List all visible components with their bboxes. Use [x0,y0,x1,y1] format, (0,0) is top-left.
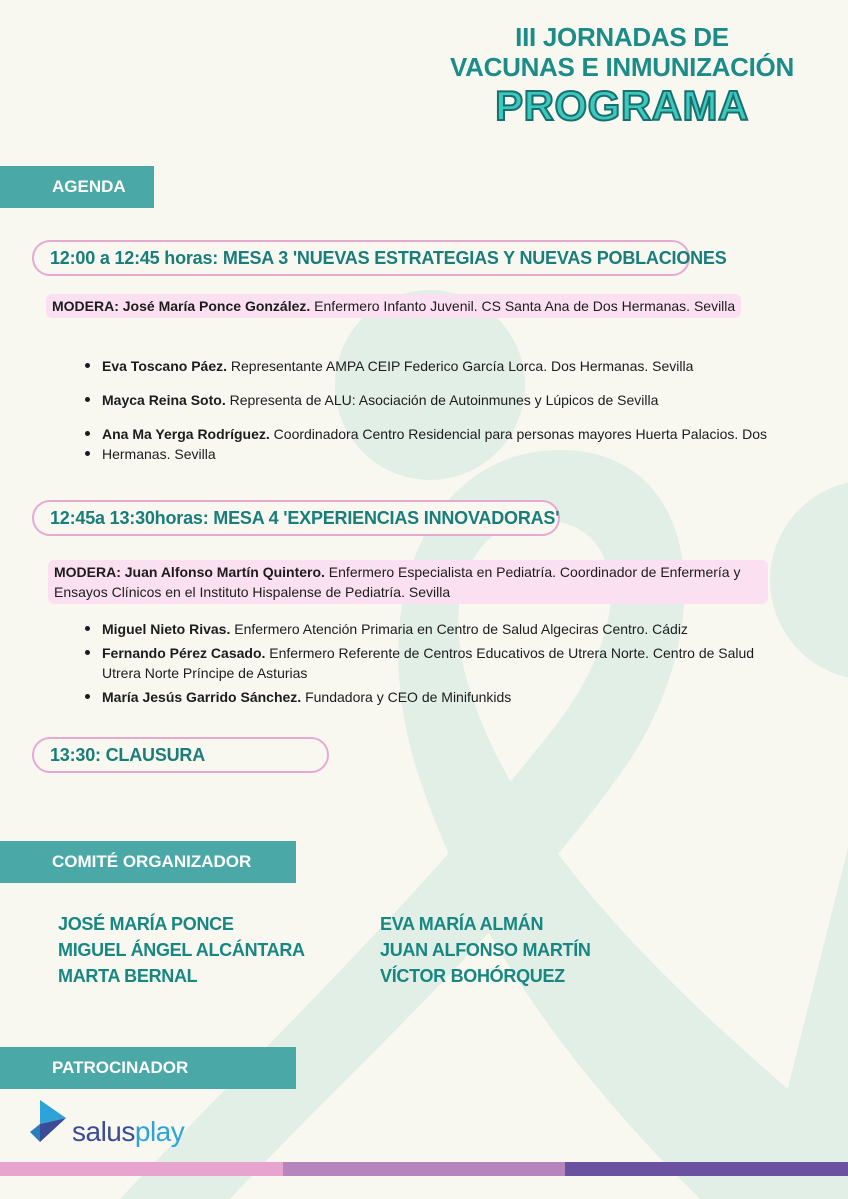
speaker-description: Fundadora y CEO de Minifunkids [301,689,512,705]
moderator-name: MODERA: José María Ponce González. [52,298,311,314]
session-1-title: 12:00 a 12:45 horas: MESA 3 'NUEVAS ESTRATEGIAS Y NUEVAS POBLACIONES [32,240,690,276]
committee-member: MARTA BERNAL [58,966,198,986]
speaker-description: Enfermero Referente de Centros Educativos de Utrera Norte. Centro de Salud [265,645,755,661]
footer-segment-lilac [283,1162,566,1176]
speaker-item-continuation [84,444,804,464]
speaker-description: Representante AMPA CEIP Federico García Lorca. Dos Hermanas. Sevilla [227,358,694,374]
speaker-item [84,356,804,376]
speaker-description-continued: Utrera Norte Príncipe de Asturias [102,665,308,681]
moderator-description-continued: Ensayos Clínicos en el Instituto Hispalense de Pediatría. Sevilla [54,584,451,600]
committee-member: JUAN ALFONSO MARTÍN [380,940,591,960]
speaker-description-continued: Hermanas. Sevilla [102,446,216,462]
moderator-description: Enfermero Infanto Juvenil. CS Santa Ana de Dos Hermanas. Sevilla [310,298,736,314]
session-3-title: 13:30: CLAUSURA [32,737,329,773]
speaker-item [84,619,804,639]
committee-member: MIGUEL ÁNGEL ALCÁNTARA [58,940,305,960]
speaker-name: Mayca Reina Soto. [102,392,226,408]
committee-member: VÍCTOR BOHÓRQUEZ [380,966,565,986]
speaker-name: Ana Ma Yerga Rodríguez. [102,426,270,442]
agenda-banner-label: AGENDA [52,177,126,196]
sponsor-banner-label: PATROCINADOR [52,1058,189,1077]
committee-banner-label: COMITÉ ORGANIZADOR [52,852,252,871]
title-programa: PROGRAMA [495,82,749,129]
speaker-name: Eva Toscano Páez. [102,358,228,374]
footer-segment-pink [0,1162,283,1176]
logo-text-play: play [134,1116,185,1147]
committee-banner [0,841,296,883]
speaker-item [84,390,804,410]
salusplay-logo-text [72,1116,184,1148]
speaker-item [84,424,804,444]
moderator-description: Enfermero Especialista en Pediatría. Coordinador de Enfermería y [324,564,741,580]
session-2-moderator [48,560,768,604]
speaker-name: Fernando Pérez Casado. [102,645,266,661]
speaker-description: Representa de ALU: Asociación de Autoinmunes y Lúpicos de Sevilla [225,392,659,408]
speaker-description: Coordinadora Centro Residencial para personas mayores Huerta Palacios. Dos [269,426,768,442]
moderator-name: MODERA: Juan Alfonso Martín Quintero. [54,564,325,580]
document-title [422,22,822,128]
committee-member: EVA MARÍA ALMÁN [380,914,544,934]
committee-right-column [380,911,591,989]
footer-segment-purple [565,1162,848,1176]
title-line-1: III JORNADAS DE [515,22,729,52]
logo-text-salus: salus [72,1116,135,1147]
agenda-banner [0,166,154,208]
committee-left-column [58,911,305,989]
footer-color-bar [0,1162,848,1176]
speaker-description: Enfermero Atención Primaria en Centro de Salud Algeciras Centro. Cádiz [230,621,688,637]
speaker-name: María Jesús Garrido Sánchez. [102,689,302,705]
session-1-speakers [84,356,804,464]
sponsor-banner [0,1047,296,1089]
speaker-name: Miguel Nieto Rivas. [102,621,231,637]
session-2-speakers [84,619,804,707]
speaker-item [84,643,804,683]
session-2-title: 12:45a 13:30horas: MESA 4 'EXPERIENCIAS INNOVADORAS' [32,500,560,536]
speaker-item [84,687,804,707]
session-1-moderator [46,294,741,318]
committee-member: JOSÉ MARÍA PONCE [58,914,234,934]
title-line-2: VACUNAS E INMUNIZACIÓN [450,52,794,82]
